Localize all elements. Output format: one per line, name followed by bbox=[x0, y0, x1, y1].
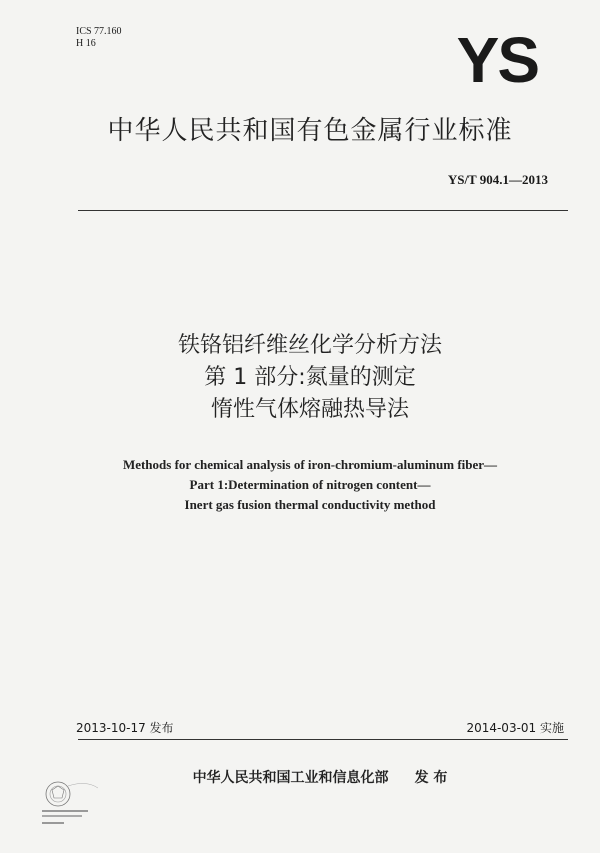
chinese-title-line-1: 铁铬铝纤维丝化学分析方法 bbox=[177, 333, 442, 358]
bottom-divider bbox=[78, 739, 568, 740]
top-divider bbox=[78, 210, 568, 211]
issuer-action: 发 布 bbox=[414, 770, 448, 786]
chinese-title bbox=[60, 330, 560, 426]
standard-code: YS/T 904.1—2013 bbox=[447, 172, 548, 187]
english-title bbox=[70, 455, 550, 515]
ics-classification bbox=[76, 26, 122, 50]
english-title-line-3: Inert gas fusion thermal conductivity method bbox=[184, 497, 436, 512]
ics-code: ICS 77.160 bbox=[76, 26, 122, 37]
english-title-line-1: Methods for chemical analysis of iron-chromium-aluminum fiber— bbox=[122, 457, 498, 472]
chinese-title-line-2: 第 1 部分:氮量的测定 bbox=[204, 365, 416, 390]
implementation-date: 2014-03-01 实施 bbox=[466, 721, 564, 735]
chinese-title-line-3: 惰性气体熔融热导法 bbox=[210, 397, 409, 422]
issue-date: 2013-10-17 发布 bbox=[76, 721, 174, 735]
english-title-line-2: Part 1:Determination of nitrogen content— bbox=[189, 477, 431, 492]
issuer-line bbox=[60, 767, 580, 787]
standard-title: 中华人民共和国有色金属行业标准 bbox=[107, 116, 513, 146]
publisher-seal-icon bbox=[38, 778, 100, 838]
ccs-code: H 16 bbox=[76, 38, 96, 49]
issuer-name: 中华人民共和国工业和信息化部 bbox=[192, 770, 389, 786]
ys-logo: YS bbox=[456, 24, 538, 96]
